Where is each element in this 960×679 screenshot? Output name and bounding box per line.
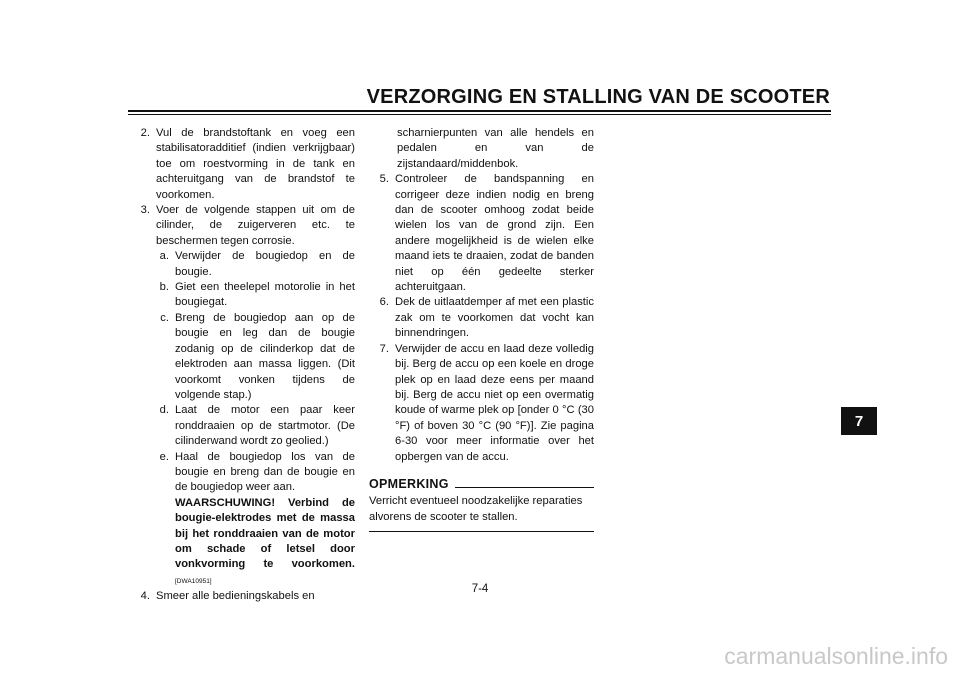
chapter-tab: 7 — [841, 407, 877, 435]
item-number: 2. — [140, 127, 150, 139]
sub-item-letter: d. — [159, 404, 169, 417]
sub-item-letter: b. — [159, 281, 169, 294]
item-text: Controleer de bandspanning en corrigeer deze indien nodig en breng dan de scooter omhoog zodat beide wielen los van de grond zijn. Een andere mogelijkheid is de wielen elke maand iets te draaien, zodat de banden niet op één gedeelte sterker achteruitgaan. — [395, 173, 594, 294]
page-number: 7-4 — [471, 583, 489, 595]
sub-item-text: Breng de bougiedop aan op de bougie en leg dan de bougie zodanig op de cilinderkop dat de elektroden aan massa liggen. (Dit voorkomt vonken tijdens de volgende stap.) — [175, 311, 355, 401]
sub-item-e-text: Haal de bougiedop los van de bougie en breng dan de bougie en de bougiedop weer aan. — [175, 450, 355, 494]
sub-item-text — [175, 450, 355, 590]
list-item-2 — [130, 126, 355, 203]
watermark: carmanualsonline.info — [724, 643, 948, 669]
item-number: 4. — [140, 590, 150, 603]
note-title: OPMERKING — [369, 476, 449, 491]
sub-item-letter: a. — [159, 250, 169, 263]
item-text: Dek de uitlaatdemper af met een plastic zak om te voorkomen dat vocht kan binnendringen. — [395, 296, 594, 340]
sub-item-c — [130, 311, 355, 403]
note-text: Verricht eventueel noodzakelijke reparaties alvorens de scooter te stallen. — [369, 495, 583, 523]
list-item-7 — [369, 342, 594, 465]
left-column — [130, 126, 355, 605]
item-number: 5. — [379, 173, 389, 186]
header-rule-thick — [128, 110, 831, 112]
warning-text — [175, 496, 355, 589]
item-number: 3. — [140, 204, 150, 217]
note-bottom-rule — [369, 531, 594, 532]
item-number: 7. — [379, 342, 389, 355]
warning-code: [DWA10951] — [175, 577, 212, 585]
right-column — [369, 126, 594, 532]
item-text: scharnierpunten van alle hendels en pedalen en van de zijstandaard/middenbok. — [397, 127, 594, 170]
item-number: 6. — [379, 296, 389, 309]
item-text: Verwijder de accu en laad deze volledig bij. Berg de accu op een koele en droge plek op en laad deze eens per maand bij. Berg de accu niet op een overmatig koude of warme plek op [onder 0 °C (30 °F) of boven 30 °C (90 °F)]. Zie pagina 6-30 voor meer informatie over het opbergen van de accu. — [395, 342, 594, 463]
sub-item-text: Laat de motor een paar keer ronddraaien op de startmotor. (De cilinderwand wordt zo geolied.) — [175, 404, 355, 448]
note-title-rule — [455, 487, 594, 488]
list-item-3 — [130, 203, 355, 249]
sub-item-text: Verwijder de bougiedop en de bougie. — [175, 250, 355, 278]
warning-body: WAARSCHUWING! Verbind de bougie-elektrodes met de massa bij het ronddraaien van de motor om schade of letsel door vonkvorming te voorkomen. — [175, 496, 355, 571]
sub-item-text: Giet een theelepel motorolie in het bougiegat. — [175, 281, 355, 309]
item-text: Voer de volgende stappen uit om de cilinder, de zuigerveren etc. te beschermen tegen corrosie. — [156, 204, 355, 247]
sub-item-letter: c. — [160, 311, 169, 324]
note-header — [369, 477, 594, 492]
sub-item-letter: e. — [159, 450, 169, 463]
sub-item-d — [130, 403, 355, 449]
item-text: Vul de brandstoftank en voeg een stabilisatoradditief (indien verkrijgbaar) toe om roestvorming in de tank en achteruitgang van de brandstof te voorkomen. — [156, 127, 355, 201]
page-title: VERZORGING EN STALLING VAN DE SCOOTER — [366, 86, 830, 108]
list-item-5 — [369, 172, 594, 295]
sub-item-b — [130, 280, 355, 311]
list-item-4-continued — [369, 126, 594, 172]
header-rule-thin — [128, 114, 831, 115]
item-text: Smeer alle bedieningskabels en — [156, 590, 315, 603]
list-item-6 — [369, 295, 594, 341]
sub-item-a — [130, 249, 355, 280]
sub-item-e — [130, 450, 355, 590]
